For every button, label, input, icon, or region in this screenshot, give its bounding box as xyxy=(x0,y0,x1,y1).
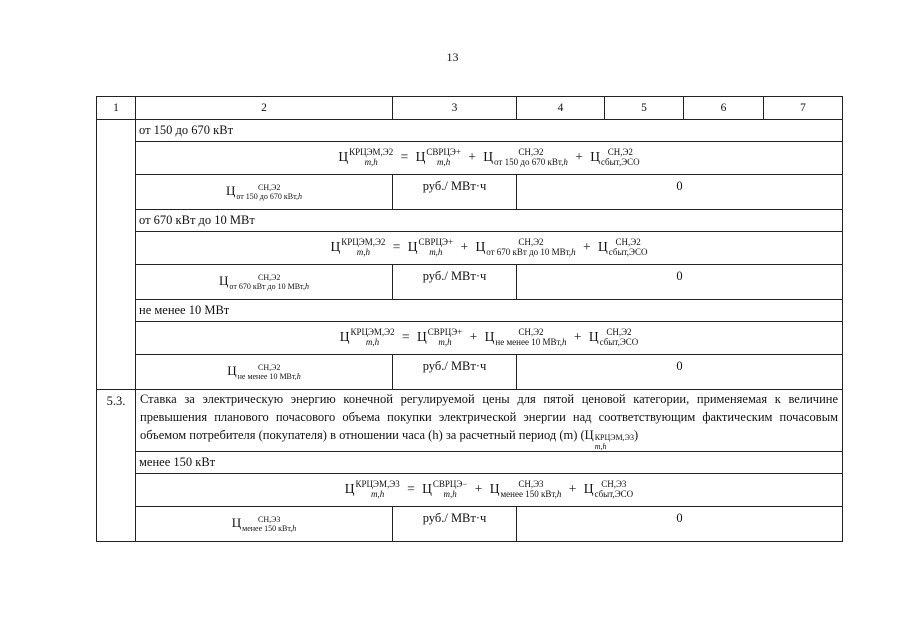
item-5-3-row xyxy=(97,390,843,452)
value-row xyxy=(97,507,843,542)
rate-symbol: Ц СН,Э2 от 150 до 670 кВт,h xyxy=(136,175,393,210)
column-header-3: 3 xyxy=(393,97,517,120)
item-description: Ставка за электрическую энергию конечной регулируемой цены для пятой ценовой категории, применяемая к величине превышения планового почасового объема покупки электрической энергии над соответствующим фактическим почасовым объемом потребителя (покупателя) в отношении часа (h) за расчетный период (m) (Ц КРЦЭМ,Э3 m,h ) xyxy=(136,390,843,452)
formula-row xyxy=(97,474,843,507)
formula: Ц КРЦЭМ,Э2 m,h = Ц СВРЦЭ+ m,h + Ц СН,Э2 не менее 10 МВт,h + Ц СН,Э2 сбыт,ЭСО xyxy=(136,322,843,355)
column-header-4: 4 xyxy=(517,97,605,120)
value-cell: 0 xyxy=(517,355,843,390)
column-header-1: 1 xyxy=(97,97,136,120)
unit-cell: руб./ МВт·ч xyxy=(393,175,517,210)
value-cell: 0 xyxy=(517,175,843,210)
unit-cell: руб./ МВт·ч xyxy=(393,355,517,390)
range-row xyxy=(97,210,843,232)
range-row xyxy=(97,120,843,142)
value-cell: 0 xyxy=(517,507,843,542)
empty-number-cell xyxy=(97,120,136,390)
rate-symbol: Ц СН,Э3 менее 150 кВт,h xyxy=(136,507,393,542)
column-header-row xyxy=(97,97,843,120)
value-row xyxy=(97,175,843,210)
rate-symbol: Ц СН,Э2 не менее 10 МВт,h xyxy=(136,355,393,390)
range-label: менее 150 кВт xyxy=(136,452,843,474)
column-header-7: 7 xyxy=(764,97,843,120)
column-header-6: 6 xyxy=(684,97,764,120)
formula-row xyxy=(97,232,843,265)
unit-cell: руб./ МВт·ч xyxy=(393,265,517,300)
formula: Ц КРЦЭМ,Э2 m,h = Ц СВРЦЭ+ m,h + Ц СН,Э2 от 150 до 670 кВт,h + Ц СН,Э2 сбыт,ЭСО xyxy=(136,142,843,175)
item-number: 5.3. xyxy=(97,390,136,542)
formula-row xyxy=(97,322,843,355)
formula: Ц КРЦЭМ,Э3 m,h = Ц СВРЦЭ− m,h + Ц СН,Э3 менее 150 кВт,h + Ц СН,Э3 сбыт,ЭСО xyxy=(136,474,843,507)
unit-cell: руб./ МВт·ч xyxy=(393,507,517,542)
value-cell: 0 xyxy=(517,265,843,300)
value-row xyxy=(97,265,843,300)
rate-symbol: Ц СН,Э2 от 670 кВт до 10 МВт,h xyxy=(136,265,393,300)
range-label: от 670 кВт до 10 МВт xyxy=(136,210,843,232)
column-header-2: 2 xyxy=(136,97,393,120)
column-header-5: 5 xyxy=(605,97,684,120)
formula-row xyxy=(97,142,843,175)
range-row xyxy=(97,300,843,322)
range-label: не менее 10 МВт xyxy=(136,300,843,322)
page-number: 13 xyxy=(446,50,459,64)
formula: Ц КРЦЭМ,Э2 m,h = Ц СВРЦЭ+ m,h + Ц СН,Э2 от 670 кВт до 10 МВт,h + Ц СН,Э2 сбыт,ЭСО xyxy=(136,232,843,265)
range-row xyxy=(97,452,843,474)
tariff-table xyxy=(96,96,843,542)
value-row xyxy=(97,355,843,390)
range-label: от 150 до 670 кВт xyxy=(136,120,843,142)
